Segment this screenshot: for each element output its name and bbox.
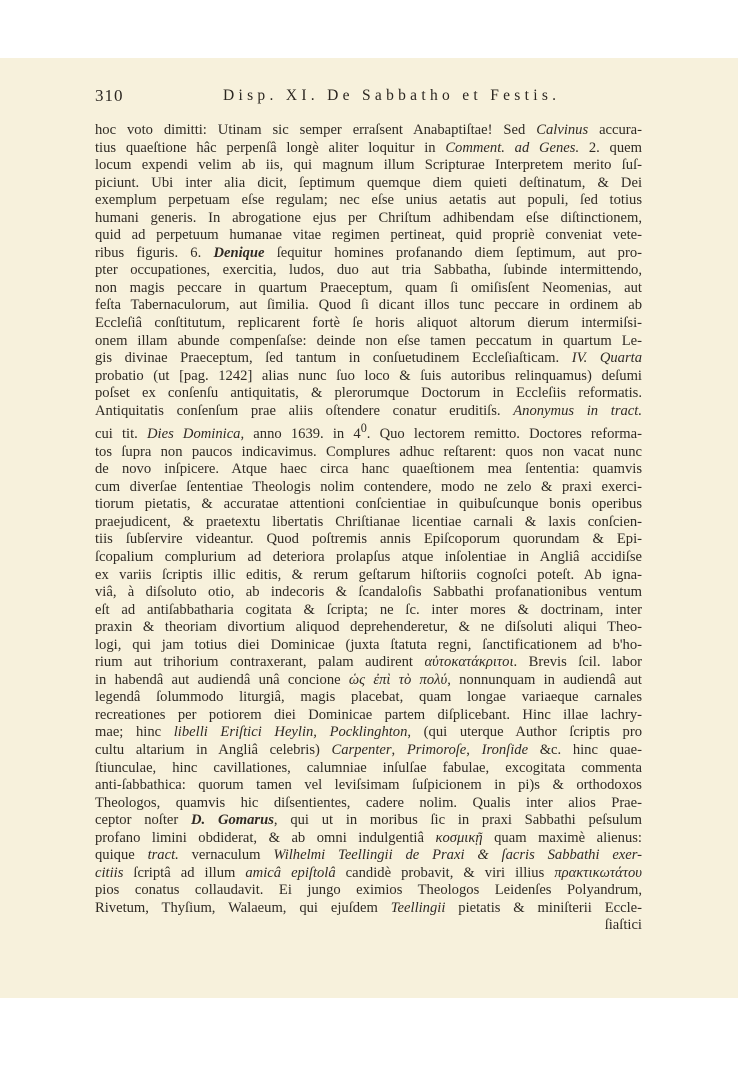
text-line: poſset ex conſenſu antiquitatis, & plerorumque Doctorum in Eccleſiis reformatis. bbox=[95, 385, 642, 402]
text-line: de novo inſpicere. Atque haec circa hanc quaeſtionem mea ſententia: quamvis bbox=[95, 461, 642, 478]
text-line: probatio (ut [pag. 1242] alias nunc ſuo loco & ſuis autoribus relinquamus) deſumi bbox=[95, 367, 642, 384]
text-line: ſtiunculae, hinc cavillationes, calumniae inſulſae fabulae, excogitata commenta bbox=[95, 759, 642, 776]
page-header bbox=[95, 86, 643, 110]
text-line: pios conatus collaudavit. Ei jungo eximios Theologos Leidenſes Polyandrum, bbox=[95, 882, 642, 899]
text-line: in habendâ aut audiendâ unâ concione ὡς ἐπὶ τὸ πολύ, nonnunquam in audiendâ aut bbox=[95, 671, 642, 688]
text-line: tiorum pietatis, & accuratae attentioni conſcientiae in quibuſcunque bonis operibus bbox=[95, 496, 642, 513]
text-line: quique tract. vernaculum Wilhelmi Teellingii de Praxi & ſacris Sabbathi exer- bbox=[95, 847, 643, 864]
text-line: legendâ ſolummodo liturgiâ, magis placebat, quam longae variaeque carnales bbox=[95, 689, 642, 706]
text-line: citiis ſcriptâ ad illum amicâ epiſtolâ candidè probavit, & viri illius πρακτικωτάτου bbox=[95, 864, 642, 881]
text-line: gis divinae Praeceptum, ſed tantum in conſuetudinem Eccleſiaſticam. IV. Quarta bbox=[95, 350, 642, 367]
text-line: ſcopalium complurium ad deteriora prolapſus atque inſolentiae in Angliâ accidiſse bbox=[95, 548, 642, 565]
text-line: praxin & theoriam divortium aliquod deprehenderetur, & ne diſsoluti aliqui Theo- bbox=[95, 619, 642, 636]
text-line: cum diverſae ſententiae Theologis nolim contendere, modo ne zelo & praxi exerci- bbox=[95, 478, 642, 495]
page-number: 310 bbox=[95, 86, 124, 105]
text-line: tiis ſubſervire videantur. Quod poſtremis annis Epiſcoporum quorundam & Epi- bbox=[95, 531, 642, 548]
text-line: onem illam abunde compenſaſse: deinde non eſse tamen peccatum in quartum Le- bbox=[95, 332, 642, 349]
text-line: praejudicent, & praetextu libertatis Chriſtianae licentiae carnali & laxis conſcien- bbox=[95, 513, 642, 530]
text-line: ex variis ſcriptis illic editis, & rerum geſtarum hiſtoriis cognoſci poteſt. Ab igna- bbox=[95, 566, 642, 583]
text-line: piciunt. Ubi inter alia dicit, ſeptimum quemque diem quieti deſtinatum, & Dei bbox=[95, 174, 642, 191]
text-line: mae; hinc libelli Eriſtici Heylin, Pocklinghton, (qui uterque Author ſcriptis pro bbox=[95, 724, 642, 741]
text-line: cultu altarium in Angliâ celebris) Carpenter, Primoroſe, Ironſide &c. hinc quae- bbox=[95, 742, 643, 758]
text-line: locum expendi velim ab iis, qui magnum illum Scripturae Interpretem merito ſuſ- bbox=[95, 157, 642, 174]
text-line: Rivetum, Thyſium, Walaeum, qui ejuſdem Teellingii pietatis & miniſterii Eccle- bbox=[95, 899, 643, 916]
text-line: Antiquitatis conſenſum prae aliis oſtendere conatur eruditiſs. Anonymus in tract. bbox=[95, 402, 642, 419]
text-line: viâ, à diſsoluto otio, ab indecoris & ſcandaloſis Sabbathi profanationibus ventum bbox=[95, 584, 642, 601]
text-line: recreationes per potiorem diei Dominicae partem diſplicebant. Hinc illae lachry- bbox=[95, 706, 642, 723]
text-line: logi, qui jam totius diei Dominicae (juxta ſtatuta regni, ſanctificationem ad b'ho- bbox=[95, 636, 642, 653]
text-line: anti-ſabbathica: quorum tamen vel leviſsimam ſuſpicionem in pi)s & orthodoxos bbox=[95, 777, 642, 794]
text-line: feſta Tabernaculorum, aut ſimilia. Quod ſi dicant illos tunc peccare in ordinem ab bbox=[95, 297, 642, 314]
text-line: non magis peccare in quartum Praeceptum, quam ſi omiſisſent Neomenias, aut bbox=[95, 279, 642, 296]
text-line: ceptor noſter D. Gomarus, qui ut in moribus ſic in praxi Sabbathi peſsulum bbox=[95, 812, 642, 829]
body-text bbox=[95, 122, 642, 935]
text-line: pter occupationes, exercitia, ludos, duo aut tria Sabbatha, ſubinde intermittendo, bbox=[95, 262, 642, 279]
text-line: ribus figuris. 6. Denique ſequitur homines profanando diem ſeptimum, aut pro- bbox=[95, 244, 642, 261]
text-line: tos ſupra non paucos indicavimus. Complures adhuc reſtarent: quos non vacat nunc bbox=[95, 443, 642, 460]
text-line: cui tit. Dies Dominica, anno 1639. in $4^0$. Quo lectorem remitto. Doctores reforma- bbox=[95, 421, 642, 443]
text-line: exemplum perpetuam eſse regulam; nec eſse unius aetatis aut populi, ſed totius bbox=[95, 192, 642, 209]
text-line: quid ad perpetuum humanae vitae regimen pertineat, quid propriè conveniat vete- bbox=[95, 227, 642, 244]
text-line: humani generis. In abrogatione ejus per Chriſtum adhibendam eſse diſtinctionem, bbox=[95, 209, 642, 226]
text-line: profano limini obdiderat, & ab omni indulgentiâ κοσμικῇ quam maximè alienus: bbox=[95, 829, 642, 846]
text-line: tius quaeſtione hâc perpenſâ longè aliter loquitur in Comment. ad Genes. 2. quem bbox=[95, 139, 642, 156]
catchword: ſiaſtici bbox=[604, 917, 642, 934]
text-line: rium aut trihorium contraxerant, palam audirent αὐτοκατάκριτοι. Brevis ſcil. labor bbox=[95, 654, 642, 671]
text-line: Eccleſiâ conſtitutum, replicarent fortè ſe horis aliquot altorum dierum intermiſsi- bbox=[95, 315, 642, 332]
text-line: eſt ad antiſabbatharia cogitata & ſcripta; ne ſc. inter mores & doctrinam, inter bbox=[95, 601, 642, 618]
book-page bbox=[0, 58, 738, 998]
text-line: Theologos, quamvis hic diſsentientes, cadere nolim. Qualis inter alios Prae- bbox=[95, 794, 642, 811]
running-title: Disp. XI. De Sabbatho et Festis. bbox=[223, 87, 561, 104]
text-line: hoc voto dimitti: Utinam sic semper erraſsent Anabaptiſtae! Sed Calvinus accura- bbox=[95, 122, 642, 138]
